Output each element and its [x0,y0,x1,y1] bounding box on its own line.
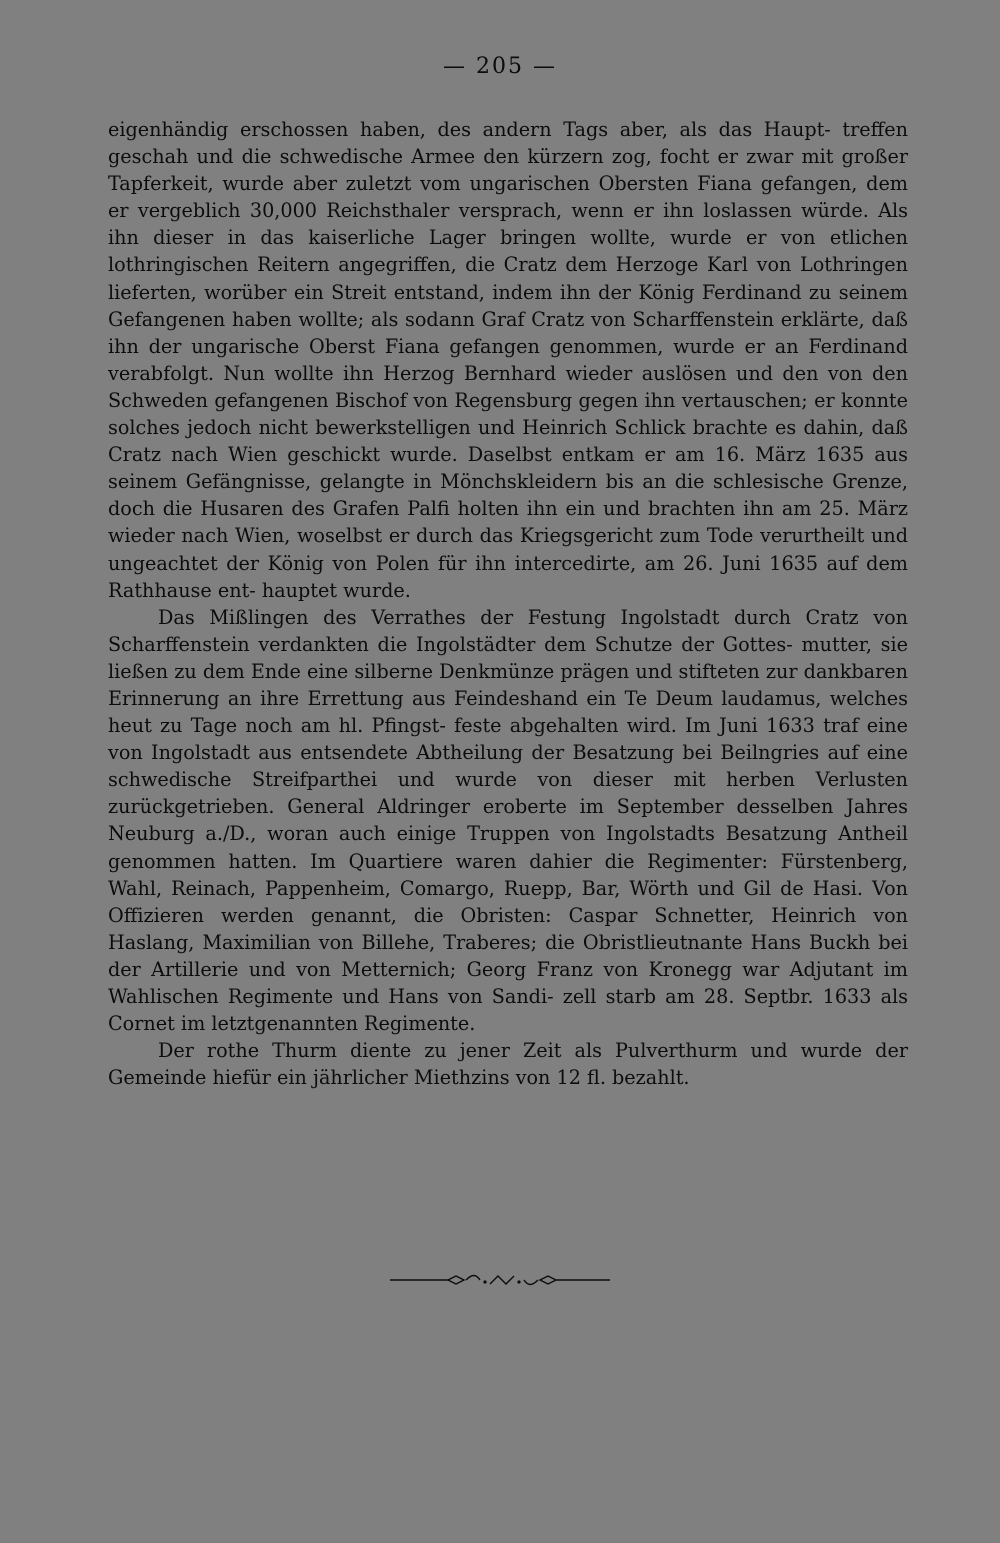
flourish-svg [390,1270,610,1290]
paragraph-ingolstadt-garrison: Das Mißlingen des Verrathes der Festung Ingolstadt durch Cratz von Scharffenstein verdankten die Ingolstädter dem Schutze der Gottes- mutter, sie ließen zu dem Ende eine silberne Denkmünze prägen und stifteten zur dankbaren Erinnerung an ihre Errettung aus Feindeshand ein Te Deum laudamus, welches heut zu Tage noch am hl. Pfingst- feste abgehalten wird. Im Juni 1633 traf eine von Ingolstadt aus entsendete Abtheilung der Besatzung bei Beilngries auf eine schwedische Streifparthei und wurde von dieser mit herben Verlusten zurückgetrieben. General Aldringer eroberte im September desselben Jahres Neuburg a./D., woran auch einige Truppen von Ingolstadts Besatzung Antheil genommen hatten. Im Quartiere waren dahier die Regimenter: Fürstenberg, Wahl, Reinach, Pappenheim, Comargo, Ruepp, Bar, Wörth und Gil de Hasi. Von Offizieren werden genannt, die Obristen: Caspar Schnetter, Heinrich von Haslang, Maximilian von Billehe, Traberes; die Obristlieutnante Hans Buckh bei der Artillerie und von Metternich; Georg Franz von Kronegg war Adjutant im Wahlischen Regimente und Hans von Sandi- zell starb am 28. Septbr. 1633 als Cornet im letztgenannten Regimente. [108,605,908,1036]
paragraph-red-tower: Der rothe Thurm diente zu jener Zeit als Pulverthurm und wurde der Gemeinde hiefür ein jährlicher Miethzins von 12 fl. bezahlt. [108,1039,908,1090]
tailpiece-flourish-icon [0,1270,1000,1290]
paragraph-cratz-capture: eigenhändig erschossen haben, des andern Tags aber, als das Haupt- treffen geschah und die schwedische Armee den kürzern zog, focht er zwar mit großer Tapferkeit, wurde aber zuletzt vom ungarischen Obersten Fiana gefangen, dem er vergeblich 30,000 Reichsthaler versprach, wenn er ihn loslassen würde. Als ihn dieser in das kaiserliche Lager bringen wollte, wurde er von etlichen lothringischen Reitern angegriffen, die Cratz dem Herzoge Karl von Lothringen lieferten, worüber ein Streit entstand, indem ihn der König Ferdinand zu seinem Gefangenen haben wollte; als sodann Graf Cratz von Scharffenstein erklärte, daß ihn der ungarische Oberst Fiana gefangen genommen, wurde er an Ferdinand verabfolgt. Nun wollte ihn Herzog Bernhard wieder auslösen und den von den Schweden gefangenen Bischof von Regensburg gegen ihn vertauschen; er konnte solches jedoch nicht bewerkstelligen und Heinrich Schlick brachte es dahin, daß Cratz nach Wien geschickt wurde. Daselbst entkam er am 16. März 1635 aus seinem Gefängnisse, gelangte in Mönchskleidern bis an die schlesische Grenze, doch die Husaren des Grafen Palfi holten ihn ein und brachten ihn am 25. März wieder nach Wien, woselbst er durch das Kriegsgericht zum Tode verurtheilt und ungeachtet der König von Polen für ihn intercedirte, am 26. Juni 1635 auf dem Rathhause ent- hauptet wurde. [108,118,908,602]
body-text [108,116,908,1091]
page-number: — 205 — [443,54,557,79]
